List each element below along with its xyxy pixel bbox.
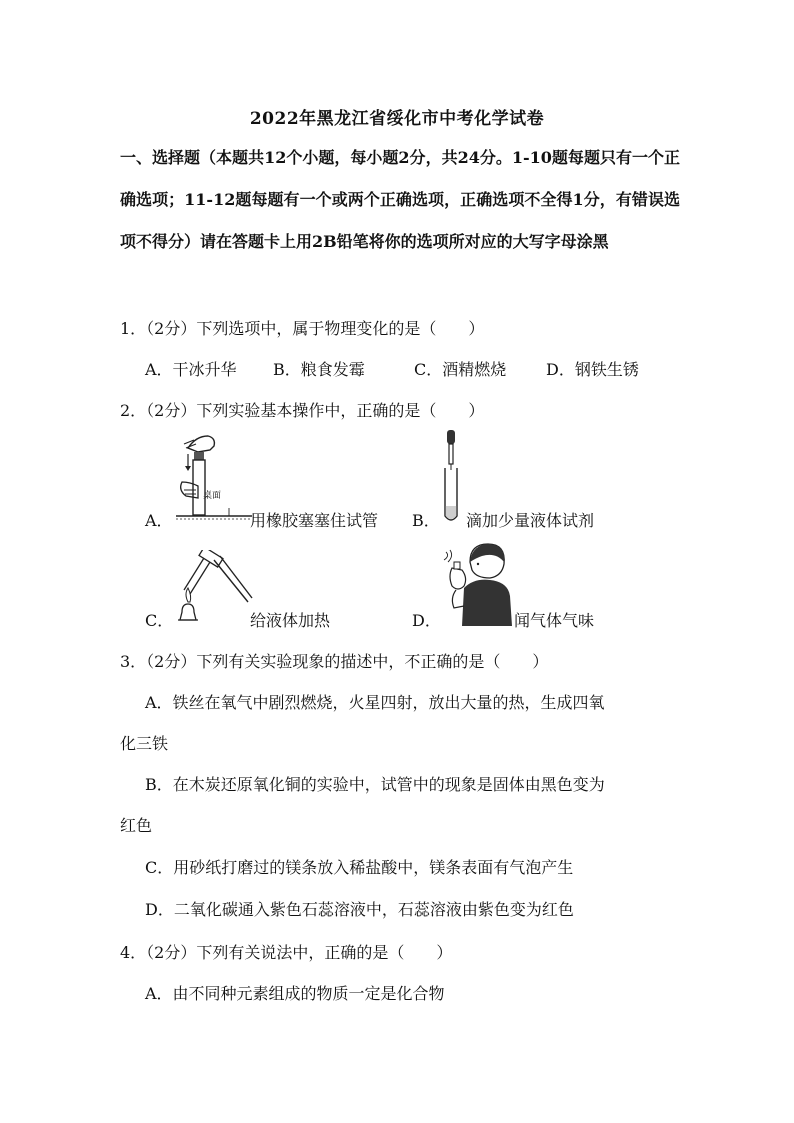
q3-option-a-line1: A．铁丝在氧气中剧烈燃烧，火星四射，放出大量的热，生成四氧: [145, 693, 605, 712]
q2-option-d-text: 闻气体气味: [514, 611, 595, 630]
q3-option-b-line1: B．在木炭还原氧化铜的实验中，试管中的现象是固体由黑色变为: [145, 775, 605, 794]
q1-option-d: D．钢铁生锈: [546, 360, 639, 379]
smelling-gas-illustration: [436, 540, 516, 630]
q4-stem: 4．（2分）下列有关说法中，正确的是（ ）: [120, 943, 453, 962]
q2-option-c-text: 给液体加热: [250, 611, 331, 630]
page-title: 2022年黑龙江省绥化市中考化学试卷: [249, 109, 545, 129]
section-instructions: 一、选择题（本题共12个小题，每小题2分，共24分。1-10题每题只有一个正确选项；11-12题每题有一个或两个正确选项，正确选项不全得1分，有错误选项不得分）请在答题卡上用2B铅笔将你的选项所对应的大写字母涂黑: [120, 148, 680, 251]
heating-tube-illustration: [174, 550, 254, 626]
q2-option-b-text: 滴加少量液体试剂: [466, 511, 595, 530]
q2-option-a-text: 用橡胶塞塞住试管: [250, 511, 379, 530]
q1-option-b: B．粮食发霉: [273, 360, 365, 379]
q2-option-d-letter: D．: [412, 611, 441, 630]
q3-option-d: D．二氧化碳通入紫色石蕊溶液中，石蕊溶液由紫色变为红色: [145, 900, 574, 919]
q4-option-a: A．由不同种元素组成的物质一定是化合物: [145, 984, 445, 1003]
q3-option-b-line2: 红色: [120, 816, 153, 835]
q2-stem: 2．（2分）下列实验基本操作中，正确的是（ ）: [120, 401, 485, 420]
stopper-tube-illustration: [176, 430, 252, 526]
q1-option-a: A．干冰升华: [145, 360, 237, 379]
q2-option-b-letter: B．: [412, 511, 440, 530]
dropper-tube-illustration: [436, 428, 466, 526]
q2-option-a-letter: A．: [145, 511, 173, 530]
q1-stem: 1．（2分）下列选项中，属于物理变化的是（ ）: [120, 319, 485, 338]
table-label: 桌面: [203, 491, 222, 501]
q3-stem: 3．（2分）下列有关实验现象的描述中，不正确的是（ ）: [120, 652, 549, 671]
q3-option-a-line2: 化三铁: [120, 734, 169, 753]
q3-option-c: C．用砂纸打磨过的镁条放入稀盐酸中，镁条表面有气泡产生: [145, 858, 574, 877]
q1-option-c: C．酒精燃烧: [414, 360, 507, 379]
q2-option-c-letter: C．: [145, 611, 174, 630]
